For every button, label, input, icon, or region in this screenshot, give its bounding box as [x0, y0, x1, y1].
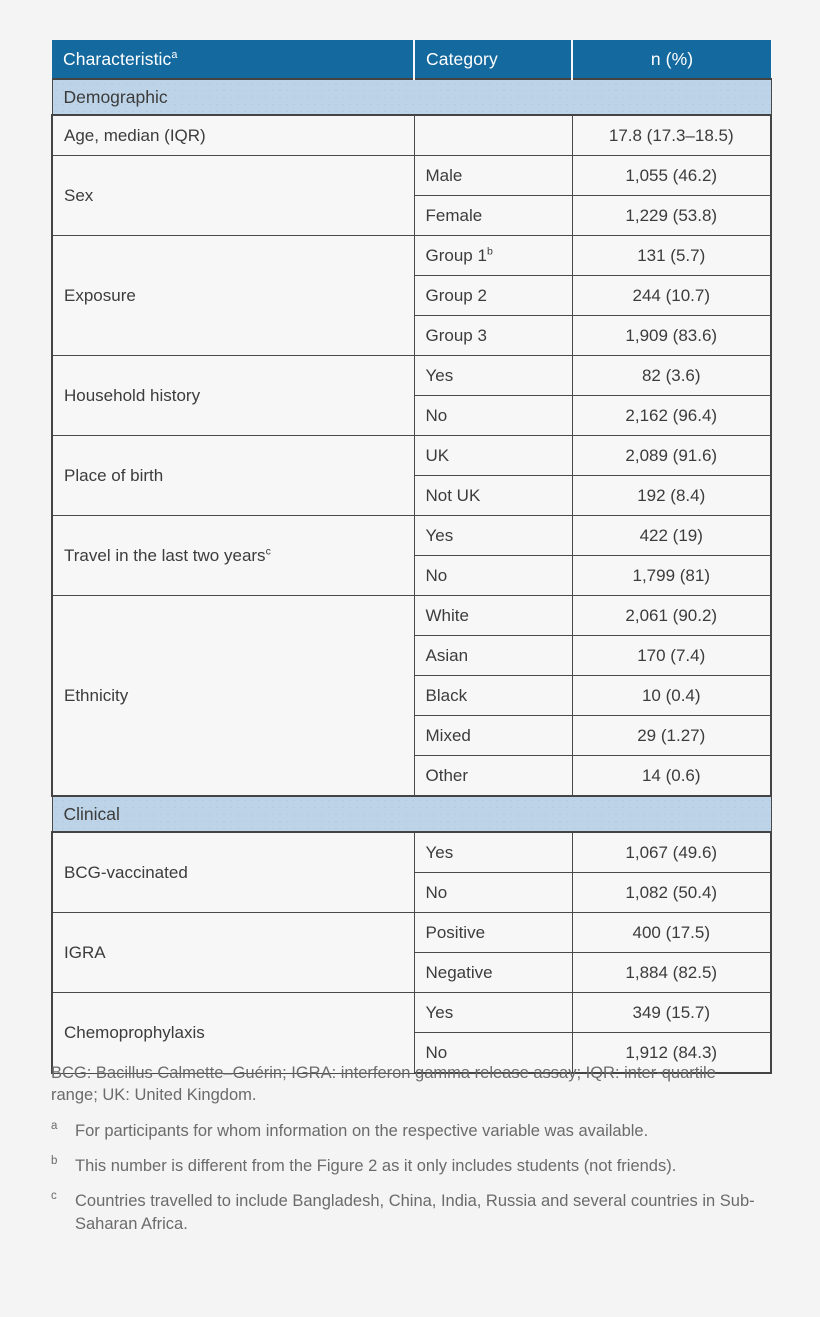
- cell-n-pct: 1,884 (82.5): [572, 953, 771, 993]
- cell-n-pct: 400 (17.5): [572, 913, 771, 953]
- cell-category: Black: [414, 676, 572, 716]
- footnote-item: [51, 1190, 773, 1234]
- cell-n-pct: 10 (0.4): [572, 676, 771, 716]
- footnote-text: Countries travelled to include Bangladesh, China, India, Russia and several countries in Sub-Saharan Africa.: [75, 1192, 755, 1233]
- column-header-category: Category: [414, 40, 572, 79]
- cell-n-pct: 2,162 (96.4): [572, 396, 771, 436]
- cell-n-pct: 1,055 (46.2): [572, 156, 771, 196]
- table-row: [52, 356, 771, 396]
- cell-n-pct: 82 (3.6): [572, 356, 771, 396]
- cell-category: Female: [414, 196, 572, 236]
- table-row: [52, 115, 771, 156]
- table-header: [52, 40, 771, 79]
- cell-n-pct: 1,799 (81): [572, 556, 771, 596]
- table-row: [52, 236, 771, 276]
- header-footnote-marker: a: [171, 48, 178, 61]
- cell-characteristic: Travel in the last two years$^c$: [52, 516, 414, 596]
- table-row: [52, 832, 771, 873]
- cell-n-pct: 2,089 (91.6): [572, 436, 771, 476]
- cell-category-empty: [414, 115, 572, 156]
- cell-n-pct: 349 (15.7): [572, 993, 771, 1033]
- cell-n-pct: 131 (5.7): [572, 236, 771, 276]
- cell-category: UK: [414, 436, 572, 476]
- table-row: [52, 913, 771, 953]
- cell-characteristic: Sex: [52, 156, 414, 236]
- table-row: [52, 516, 771, 556]
- cell-n-pct: 1,082 (50.4): [572, 873, 771, 913]
- cell-characteristic: Chemoprophylaxis: [52, 993, 414, 1074]
- cell-category: Group 2: [414, 276, 572, 316]
- cell-n-pct: 192 (8.4): [572, 476, 771, 516]
- footnote-item: [51, 1120, 773, 1142]
- cell-n-pct: 17.8 (17.3–18.5): [572, 115, 771, 156]
- cell-n-pct: 1,909 (83.6): [572, 316, 771, 356]
- cell-characteristic: Ethnicity: [52, 596, 414, 797]
- cell-characteristic: Age, median (IQR): [52, 115, 414, 156]
- characteristics-table-container: [51, 40, 770, 1074]
- footnote-text: For participants for whom information on the respective variable was available.: [75, 1122, 649, 1141]
- category-footnote-marker: b: [486, 244, 493, 257]
- header-row: [52, 40, 771, 79]
- cell-category: Group 3: [414, 316, 572, 356]
- cell-n-pct: 1,067 (49.6): [572, 832, 771, 873]
- cell-n-pct: 1,229 (53.8): [572, 196, 771, 236]
- cell-n-pct: 29 (1.27): [572, 716, 771, 756]
- cell-characteristic: Exposure: [52, 236, 414, 356]
- cell-category: Group 1$^b$: [414, 236, 572, 276]
- table-row: [52, 596, 771, 636]
- cell-category: Negative: [414, 953, 572, 993]
- cell-category: Positive: [414, 913, 572, 953]
- cell-category: No: [414, 396, 572, 436]
- section-row: [52, 79, 771, 115]
- cell-category: Not UK: [414, 476, 572, 516]
- cell-characteristic: Household history: [52, 356, 414, 436]
- abbreviations-note: BCG: Bacillus Calmette–Guérin; IGRA: interferon gamma release assay; IQR: inter-quartile range; UK: United Kingdom.: [51, 1064, 716, 1105]
- column-header-characteristic: Characteristic$^a$: [52, 40, 414, 79]
- cell-category: No: [414, 873, 572, 913]
- table-row: [52, 156, 771, 196]
- cell-category: Yes: [414, 516, 572, 556]
- footnote-text: This number is different from the Figure 2 as it only includes students (not friends).: [75, 1157, 677, 1176]
- characteristics-table: [51, 40, 772, 1074]
- cell-category: Yes: [414, 993, 572, 1033]
- footnote-marker: a: [51, 1120, 58, 1133]
- cell-category: Yes: [414, 356, 572, 396]
- cell-category: Asian: [414, 636, 572, 676]
- cell-category: No: [414, 556, 572, 596]
- column-header-n-pct: n (%): [572, 40, 771, 79]
- section-title: Clinical: [52, 796, 771, 832]
- cell-category: Male: [414, 156, 572, 196]
- footnote-marker: b: [51, 1155, 58, 1168]
- section-row: [52, 796, 771, 832]
- cell-category: White: [414, 596, 572, 636]
- footnotes: [51, 1062, 773, 1235]
- cell-n-pct: 422 (19): [572, 516, 771, 556]
- table-row: [52, 993, 771, 1033]
- cell-n-pct: 170 (7.4): [572, 636, 771, 676]
- footnote-list: [51, 1120, 773, 1234]
- cell-category: Mixed: [414, 716, 572, 756]
- cell-characteristic: IGRA: [52, 913, 414, 993]
- table-row: [52, 436, 771, 476]
- cell-category: No: [414, 1033, 572, 1074]
- cell-n-pct: 2,061 (90.2): [572, 596, 771, 636]
- cell-category: Other: [414, 756, 572, 797]
- cell-n-pct: 14 (0.6): [572, 756, 771, 797]
- section-title: Demographic: [52, 79, 771, 115]
- table-body: [52, 79, 771, 1073]
- cell-n-pct: 244 (10.7): [572, 276, 771, 316]
- cell-characteristic: Place of birth: [52, 436, 414, 516]
- cell-n-pct: 1,912 (84.3): [572, 1033, 771, 1074]
- cell-characteristic: BCG-vaccinated: [52, 832, 414, 913]
- footnote-marker: c: [51, 1190, 57, 1203]
- characteristic-footnote-marker: c: [265, 544, 271, 557]
- cell-category: Yes: [414, 832, 572, 873]
- footnote-item: [51, 1155, 773, 1177]
